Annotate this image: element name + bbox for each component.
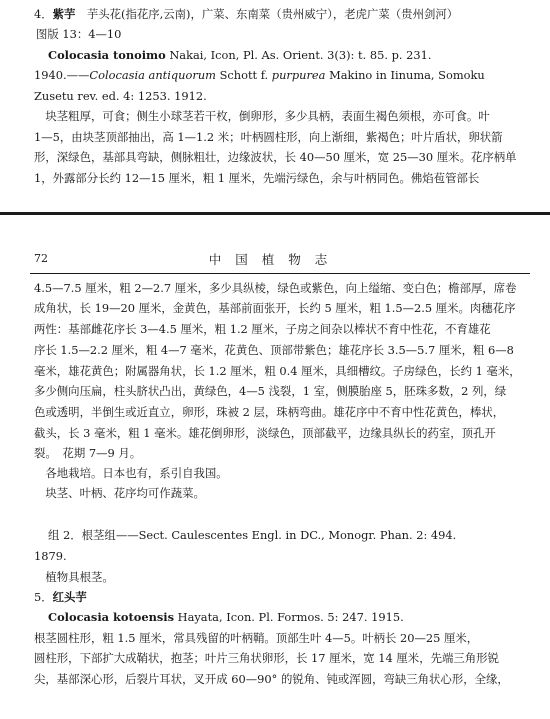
text-run: 根茎圆柱形，粗 1.5 厘米，常具残留的叶柄鞘。顶部生叶 4—5。叶柄长 20—25 厘米，	[34, 631, 479, 645]
text-run: Colocasia kotoensis	[48, 610, 175, 624]
top-text-line	[34, 68, 485, 82]
text-run: 两性：基部雌花序长 3—4.5 厘米，粗 1.2 厘米，子房之间杂以棒状不育中性花，不育雄花	[34, 322, 491, 336]
bottom-text-line	[34, 549, 67, 563]
text-run: Schott f.	[215, 68, 272, 82]
text-run: 1940.——	[34, 68, 90, 82]
text-run: 红头芋	[52, 590, 87, 604]
top-text-line	[34, 130, 503, 144]
text-run: 毫米，雄花黄色；附属器角状，长 1.2 厘米，粗 0.4 厘米，具细槽纹。子房绿色，长约 1 毫米，	[34, 364, 521, 378]
bottom-text-line	[34, 466, 228, 480]
bottom-text-line	[34, 301, 515, 315]
header-rule	[30, 273, 530, 274]
text-run: 尖，基部深心形，后裂片耳状，叉开成 60—90° 的锐角、钝或浑圆，弯缺三角状心形，全缘，	[34, 672, 509, 686]
top-text-line	[34, 89, 207, 103]
text-run: 5．	[34, 590, 53, 604]
bottom-text-line	[48, 528, 456, 542]
bottom-text-line	[34, 343, 514, 357]
page-title: 中国植物志	[208, 252, 342, 267]
bottom-text-line	[34, 631, 478, 645]
text-run: 块茎粗厚，可食；侧生小球茎若干枚，倒卵形，多少具柄，表面生褐色须根，亦可食。叶	[34, 109, 490, 123]
text-run: 裂。 花期 7—9 月。	[34, 446, 142, 460]
top-text-line	[48, 48, 431, 62]
bottom-text-line	[34, 405, 504, 419]
bottom-text-line	[34, 446, 141, 460]
text-run: 截头，长 3 毫米，粗 1 毫米。雄花倒卵形，淡绿色，顶部截平，边缘具纵长的药室，顶孔开	[34, 426, 496, 440]
text-run: 紫芋	[52, 7, 76, 21]
text-run: 形，深绿色，基部具弯缺，侧脉粗壮，边缘波状，长 40—50 厘米，宽 25—30 厘米。花序柄单	[34, 150, 517, 164]
bottom-text-line	[34, 590, 87, 604]
top-text-line	[34, 171, 479, 185]
top-text-line	[36, 27, 121, 41]
bottom-text-line	[34, 384, 506, 398]
text-run: Colocasia tonoimo	[48, 48, 166, 62]
text-run: Colocasia antiquorum	[89, 68, 216, 82]
bottom-text-line	[34, 364, 521, 378]
text-run: 色或透明，半倒生或近直立，卵形，珠被 2 层，珠柄弯曲。雄花序中不育中性花黄色，棒状，	[34, 405, 505, 419]
text-run: purpurea	[271, 68, 326, 82]
bottom-text-line	[34, 651, 499, 665]
text-run: 1，外露部分长约 12—15 厘米，粗 1 厘米，先端污绿色，余与叶柄同色。佛焰苞管部长	[34, 171, 480, 185]
top-text-line	[34, 150, 517, 164]
text-run: 图版 13：4—10	[36, 27, 122, 41]
page-number: 72	[34, 252, 48, 265]
text-run: 芋头花(指花序,云南)，广菜、东南菜（贵州威宁），老虎广菜（贵州剑河）	[75, 7, 459, 21]
bottom-text-line	[48, 610, 404, 624]
bottom-text-line	[34, 570, 114, 584]
text-run: Zusetu rev. ed. 4: 1253. 1912.	[34, 89, 207, 103]
section-divider-thick	[0, 212, 550, 215]
top-text-line	[34, 7, 458, 21]
bottom-text-line	[34, 322, 491, 336]
text-run: 4.5—7.5 厘米，粗 2—2.7 厘米，多少具纵棱，绿色或紫色，向上缢缩、变白色；檐部厚，席卷	[34, 281, 517, 295]
bottom-text-line	[34, 281, 517, 295]
text-run: Nakai, Icon, Pl. As. Orient. 3(3): t. 85. p. 231.	[165, 48, 432, 62]
bottom-text-line	[34, 486, 205, 500]
text-run: Hayata, Icon. Pl. Formos. 5: 247. 1915.	[174, 610, 404, 624]
text-run: Makino in Iinuma, Somoku	[325, 68, 485, 82]
text-run: 成角状，长 19—20 厘米，金黄色，基部前面张开，长约 5 厘米，粗 1.5—2.5 厘米。肉穗花序	[34, 301, 516, 315]
bottom-text-line	[34, 672, 509, 686]
text-run: 各地栽培。日本也有，系引自我国。	[34, 466, 228, 480]
text-run: 多少侧向压扁，柱头脐状凸出，黄绿色，4—5 浅裂，1 室，侧膜胎座 5，胚珠多数，2 列，绿	[34, 384, 507, 398]
text-run: 序长 1.5—2.2 厘米，粗 4—7 毫米，花黄色、顶部带紫色；雄花序长 3.5—5.7 厘米，粗 6—8	[34, 343, 514, 357]
top-text-line	[34, 109, 490, 123]
text-run: 圆柱形，下部扩大成鞘状，抱茎；叶片三角状卵形，长 17 厘米，宽 14 厘米，先端三角形锐	[34, 651, 499, 665]
bottom-text-line	[34, 426, 496, 440]
text-run: 1879.	[34, 549, 67, 563]
text-run: 组 2．根茎组——Sect. Caulescentes Engl. in DC., Monogr. Phan. 2: 494.	[48, 528, 457, 542]
text-run: 4．	[34, 7, 53, 21]
text-run: 植物具根茎。	[34, 570, 114, 584]
text-run: 1—5，由块茎顶部抽出，高 1—1.2 米；叶柄圆柱形，向上渐细，紫褐色；叶片盾状，卵状箭	[34, 130, 503, 144]
text-run: 块茎、叶柄、花序均可作蔬菜。	[34, 486, 205, 500]
